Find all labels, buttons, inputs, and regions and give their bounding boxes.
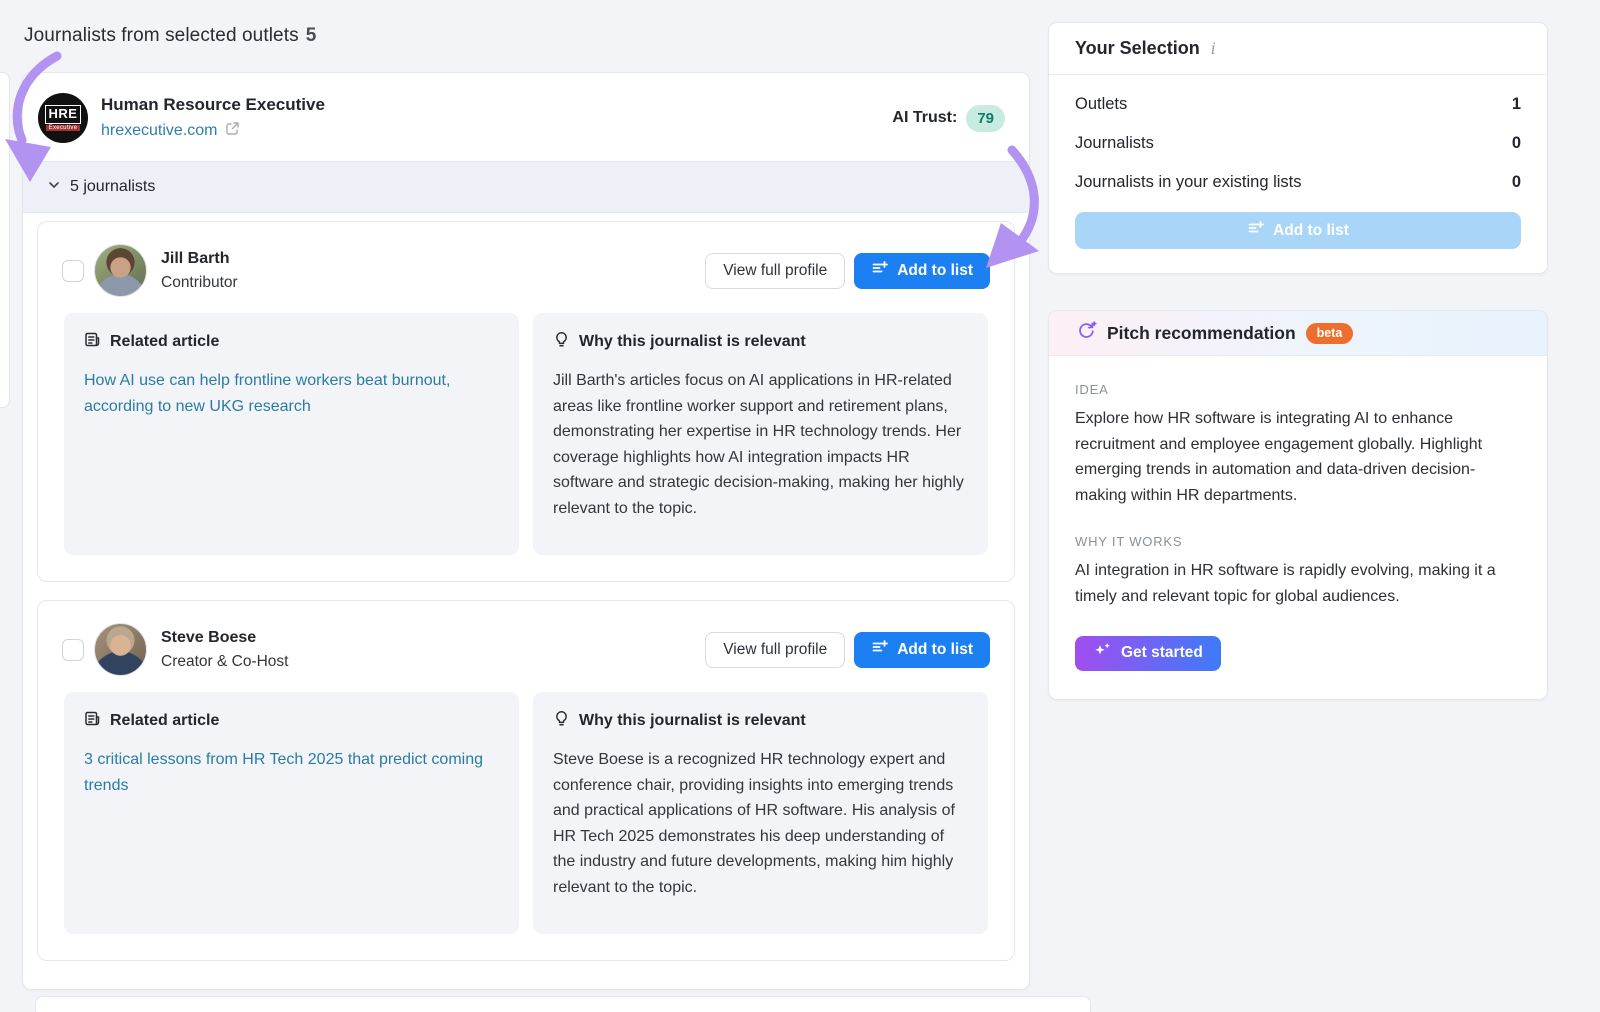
previous-outlet-card-peek — [0, 72, 10, 408]
page-title-count: 5 — [305, 25, 317, 46]
pitch-recommendation-panel — [1048, 310, 1548, 700]
your-selection-title: Your Selection — [1075, 38, 1200, 58]
add-to-list-label: Add to list — [897, 261, 973, 279]
add-to-list-button-disabled[interactable] — [1075, 212, 1521, 249]
why-relevant-box — [533, 692, 988, 934]
selection-row-existing-lists — [1075, 173, 1521, 192]
why-relevant-box — [533, 313, 988, 555]
journalist-name: Steve Boese — [161, 628, 257, 646]
why-relevant-title — [553, 331, 968, 353]
article-icon — [84, 331, 101, 353]
why-it-works-label: WHY IT WORKS — [1075, 534, 1183, 550]
ai-trust-label: AI Trust: — [892, 109, 958, 126]
journalist-actions — [705, 253, 990, 289]
journalist-detail-boxes — [38, 692, 1014, 960]
journalist-role: Creator & Co-Host — [161, 652, 289, 670]
idea-label: IDEA — [1075, 382, 1109, 397]
idea-text: Explore how HR software is integrating AI to enhance recruitment and employee engagement globally. Highlight emerging trends in automation and data-driven decision-making within HR departments. — [1075, 410, 1483, 504]
why-relevant-title — [553, 710, 968, 732]
selection-row-label: Journalists — [1075, 134, 1154, 152]
info-icon[interactable]: i — [1210, 39, 1216, 58]
journalist-header — [38, 222, 1014, 313]
related-article-label: Related article — [110, 333, 220, 350]
add-to-list-button[interactable] — [854, 253, 990, 289]
pitch-recommendation-title: Pitch recommendation — [1107, 322, 1296, 343]
get-started-button[interactable] — [1075, 636, 1221, 671]
journalists-toggle-label: 5 journalists — [70, 178, 156, 195]
why-relevant-label: Why this journalist is relevant — [579, 712, 806, 729]
outlet-card — [22, 72, 1030, 990]
ai-trust — [892, 105, 1005, 132]
journalist-actions — [705, 632, 990, 668]
outlet-domain — [101, 121, 325, 141]
journalist-avatar — [94, 623, 147, 676]
page-title-text: Journalists from selected outlets — [24, 25, 299, 46]
selection-row-value: 0 — [1511, 173, 1521, 191]
add-to-list-label: Add to list — [897, 640, 973, 658]
sparkles-icon — [1093, 642, 1113, 664]
journalist-checkbox[interactable] — [62, 260, 84, 282]
why-relevant-text: Jill Barth's articles focus on AI applications in HR-related areas like frontline worker support and retirement plans, demonstrating her expertise in HR technology trends. Her coverage highlights how AI integration impacts HR software and strategic decision-making, making her highly relevant to the topic. — [553, 372, 964, 517]
get-started-label: Get started — [1121, 644, 1203, 662]
outlet-header — [23, 73, 1029, 161]
why-relevant-label: Why this journalist is relevant — [579, 333, 806, 350]
list-plus-icon — [871, 260, 889, 281]
page-title — [24, 25, 316, 47]
journalist-identity — [161, 629, 288, 671]
journalist-header — [38, 601, 1014, 692]
related-article-link[interactable]: 3 critical lessons from HR Tech 2025 that predict coming trends — [84, 751, 483, 794]
lightbulb-icon — [553, 331, 570, 353]
related-article-box — [64, 692, 519, 934]
related-article-title — [84, 331, 499, 353]
related-article-title — [84, 710, 499, 732]
selection-row-journalists — [1075, 134, 1521, 153]
selection-row-value: 1 — [1511, 95, 1521, 113]
your-selection-panel — [1048, 22, 1548, 274]
related-article-box — [64, 313, 519, 555]
journalist-identity — [161, 250, 238, 292]
ai-trust-score-badge: 79 — [966, 105, 1005, 132]
beta-badge: beta — [1306, 323, 1354, 344]
journalist-card-steve-boese — [37, 600, 1015, 961]
lightbulb-icon — [553, 710, 570, 732]
selection-row-outlets — [1075, 95, 1521, 114]
external-link-icon[interactable] — [225, 121, 240, 141]
journalist-avatar — [94, 244, 147, 297]
pitch-recommendation-body — [1049, 356, 1547, 699]
journalist-detail-boxes — [38, 313, 1014, 581]
selection-row-label: Journalists in your existing lists — [1075, 173, 1302, 191]
why-it-works-text: AI integration in HR software is rapidly evolving, making it a timely and relevant topic for global audiences. — [1075, 562, 1496, 605]
selection-row-value: 0 — [1511, 134, 1521, 152]
outlet-logo-subtext: Executive — [46, 125, 81, 131]
list-plus-icon — [871, 639, 889, 660]
your-selection-body — [1049, 75, 1547, 273]
add-to-list-button[interactable] — [854, 632, 990, 668]
your-selection-header — [1049, 23, 1547, 75]
outlet-domain-link[interactable]: hrexecutive.com — [101, 122, 218, 139]
outlet-name: Human Resource Executive — [101, 95, 325, 114]
article-icon — [84, 710, 101, 732]
journalist-name: Jill Barth — [161, 249, 230, 267]
add-to-list-label: Add to list — [1273, 221, 1349, 239]
why-relevant-text: Steve Boese is a recognized HR technology expert and conference chair, providing insights into emerging trends and practical applications of HR software. His analysis of HR Tech 2025 demonstrates his deep understanding of the industry and future developments, making him highly relevant to the topic. — [553, 751, 955, 896]
pitch-recommendation-header — [1049, 311, 1547, 356]
outlet-logo-text: HRE — [45, 105, 82, 124]
journalists-expand-toggle[interactable] — [23, 161, 1029, 213]
list-plus-icon — [1247, 220, 1265, 241]
journalist-list — [23, 213, 1029, 975]
view-full-profile-button[interactable]: View full profile — [705, 253, 845, 289]
next-outlet-card-peek — [35, 996, 1091, 1012]
selection-row-label: Outlets — [1075, 95, 1128, 113]
refresh-sparkle-icon — [1075, 320, 1097, 347]
journalist-card-jill-barth — [37, 221, 1015, 582]
related-article-link[interactable]: How AI use can help frontline workers beat burnout, according to new UKG research — [84, 372, 451, 415]
journalist-checkbox[interactable] — [62, 639, 84, 661]
outlet-logo — [38, 93, 88, 143]
chevron-down-icon — [47, 178, 61, 197]
view-full-profile-button[interactable]: View full profile — [705, 632, 845, 668]
outlet-meta — [101, 95, 325, 141]
related-article-label: Related article — [110, 712, 220, 729]
journalist-role: Contributor — [161, 273, 238, 291]
